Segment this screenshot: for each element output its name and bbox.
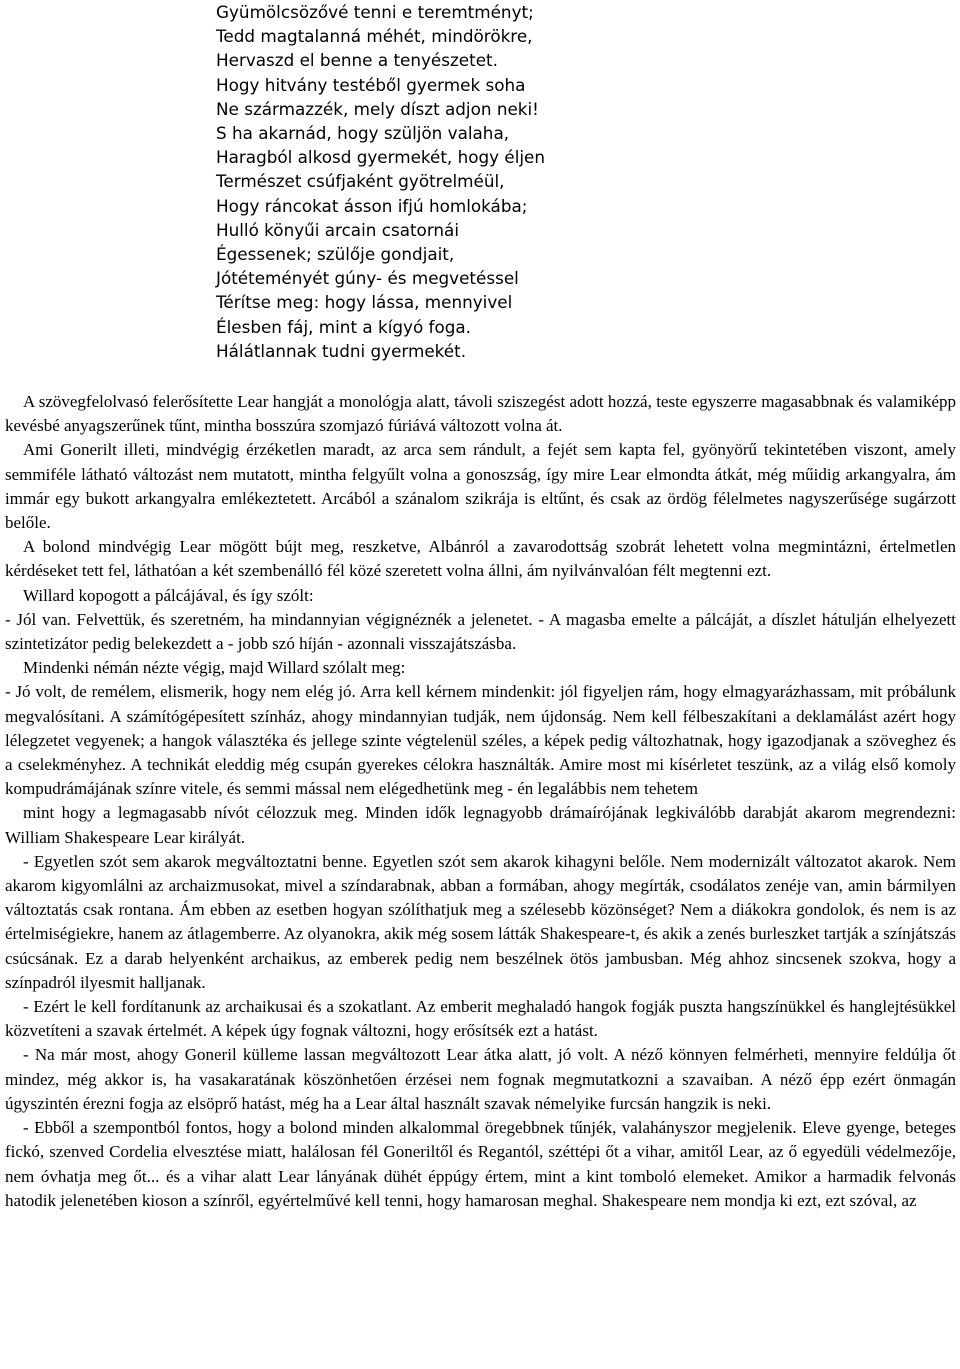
poem-line: S ha akarnád, hogy szüljön valaha, — [216, 123, 510, 144]
dialog-paragraph: - Jó volt, de remélem, elismerik, hogy nem elég jó. Arra kell kérnem mindenkit: jól figyeljen rám, hogy elmagyarázhassam, mit próbálunk megvalósítani. A számítógépesített színház, ahogy mindannyian tudják, nem újdonság. Nem kell félbeszakítani a deklamálást azért hogy lélegzetet vegyenek; a hangok választéka és jellege szinte végtelenül széles, a képek pedig változhatnak, hogy igazodjanak a szöveghez és a cselekményhez. A technikát eleddig még csupán gyerekes célokra használták. Amire most mi kísérletet teszünk, az a világ első komoly kompudrámájának színre vitele, és semmi mással nem elégedhetünk meg - én legalábbis nem tehetem — [5, 682, 956, 799]
poem-line: Élesben fáj, mint a kígyó foga. — [216, 316, 471, 337]
paragraph: Willard kopogott a pálcájával, és így szólt: — [23, 585, 314, 605]
dialog-paragraph: - Ebből a szempontból fontos, hogy a bolond minden alkalommal öregebbnek tűnjék, valahányszor megjelenik. Eleve gyenge, beteges fickó, szenved Cordelia elvesztése miatt, halálosan fél Goneriltől és Regantól, széttépi őt a vihar, amitől Lear, az ő egyedüli védelmezője, nem óvhatja meg őt... és a vihar alatt Lear lányának dühét éppúgy értem, mint a kint tomboló elemeket. Amikor a harmadik felvonás hatodik jelenetében kioson a színről, egyértelművé kell tenni, hogy hamarosan meghal. Shakespeare nem mondja ki ezt, ezt szóval, az — [5, 1118, 956, 1210]
poem-line: Tedd magtalanná méhét, mindörökre, — [216, 26, 533, 47]
poem-line: Haragból alkosd gyermekét, hogy éljen — [216, 147, 546, 168]
poem-line: Hulló könyűi arcain csatornái — [216, 219, 460, 240]
dialog-paragraph: - Ezért le kell fordítanunk az archaikusai és a szokatlant. Az emberit meghaladó hangok fogják puszta hangszínükkel és hanglejtésükkel közvetíteni a szavak értelmét. A képek úgy fognak változni, hogy erősítsék ezt a hatást. — [5, 997, 956, 1041]
dialog-paragraph: - Jól van. Felvettük, és szeretném, ha mindannyian végignéznék a jelenetet. - A magasba emelte a pálcáját, a díszlet hátulján elhelyezett szintetizátor pedig belekezdett a - jobb szó híján - azonnali visszajátszásba. — [5, 609, 956, 654]
poem-line: Hogy ráncokat ásson ifjú homlokába; — [216, 195, 528, 216]
poem-line: Hogy hitvány testéből gyermek soha — [216, 74, 526, 95]
prose-block — [5, 390, 956, 1213]
poem-line: Ne származzék, mely díszt adjon neki! — [216, 98, 539, 119]
poem-line: Égessenek; szülője gondjait, — [216, 244, 455, 265]
dialog-paragraph: - Egyetlen szót sem akarok megváltoztatni benne. Egyetlen szót sem akarok kihagyni belőle. Nem modernizált változatot akarok. Nem akarom kigyomlálni az archaizmusokat, mivel a színdarabnak, abban a formában, ahogy megírták, csodálatos zenéje van, amin bármilyen változtatás csak rontana. Ám ebben az esetben hogyan szólíthatjuk meg a szélesebb közönséget? Nem a diákokra gondolok, és nem is az értelmiségiekre, hanem az átlagemberre. Az olyanokra, akik még sosem látták Shakespeare-t, és akik a zenés burleszket tartják a színjátszás csúcsának. Ez a darab helyenként archaikus, az emberek pedig nem beszélnek ötös jambusban. Még ahhoz sincsenek szokva, hogy a színpadról ilyesmit halljanak. — [5, 851, 956, 992]
paragraph: Mindenki némán nézte végig, majd Willard szólalt meg: — [23, 658, 406, 678]
paragraph: A szövegfelolvasó felerősítette Lear hangját a monológja alatt, távoli sziszegést adott hozzá, teste egyszerre magasabbnak és valamiképp kevésbé anyagszerűnek tűnt, mintha bosszúra szomjazó fúriává változott volna át. — [5, 392, 956, 436]
poem-line: Hervaszd el benne a tenyészetet. — [216, 50, 498, 71]
poem-line: Térítse meg: hogy lássa, mennyivel — [216, 292, 513, 313]
paragraph: Ami Gonerilt illeti, mindvégig érzéketlen maradt, az arca sem rándult, a fejét sem kapta fel, gyönyörű tekintetében viszont, amely semmiféle látható változást nem mutatott, mintha felgyűlt volna a gonoszság, így mire Lear elmondta átkát, még műidig arkangyalra, ám immár egy bukott arkangyalra emlékeztetett. Arcából a szánalom szikrája is eltűnt, és csak az ördög félelmetes nagyszerűsége sugárzott belőle. — [5, 440, 956, 533]
dialog-paragraph: - Na már most, ahogy Goneril külleme lassan megváltozott Lear átka alatt, jó volt. A néző könnyen felmérheti, mennyire feldúlja őt mindez, még akkor is, ha vasakaratának köszönhetően érzései nem fognak megmutatkozni a szavaiban. A néző épp ezért önmagán úgyszintén érezni fogja az elsöprő hatást, még ha a Lear által használt szavak némelyike furcsán hangzik is neki. — [5, 1045, 956, 1113]
paragraph: mint hogy a legmagasabb nívót célozzuk meg. Minden idők legnagyobb drámaírójának legkiválóbb darabját akarom megrendezni: William Shakespeare Lear királyát. — [5, 803, 956, 847]
poem-line: Természet csúfjaként gyötrelméül, — [216, 171, 505, 192]
poem-line: Gyümölcsözővé tenni e teremtményt; — [216, 2, 534, 22]
poem-line: Hálátlannak tudni gyermekét. — [216, 340, 467, 361]
poem-line: Jótéteményét gúny- és megvetéssel — [216, 268, 519, 289]
poem-block — [216, 0, 916, 363]
paragraph: A bolond mindvégig Lear mögött bújt meg, reszketve, Albánról a zavarodottság szobrát lehetett volna megmintázni, értelmetlen kérdéseket tett fel, láthatóan a két szembenálló fél közé szeretett volna állni, ám nyilvánvalóan félt megtenni ezt. — [5, 537, 956, 581]
